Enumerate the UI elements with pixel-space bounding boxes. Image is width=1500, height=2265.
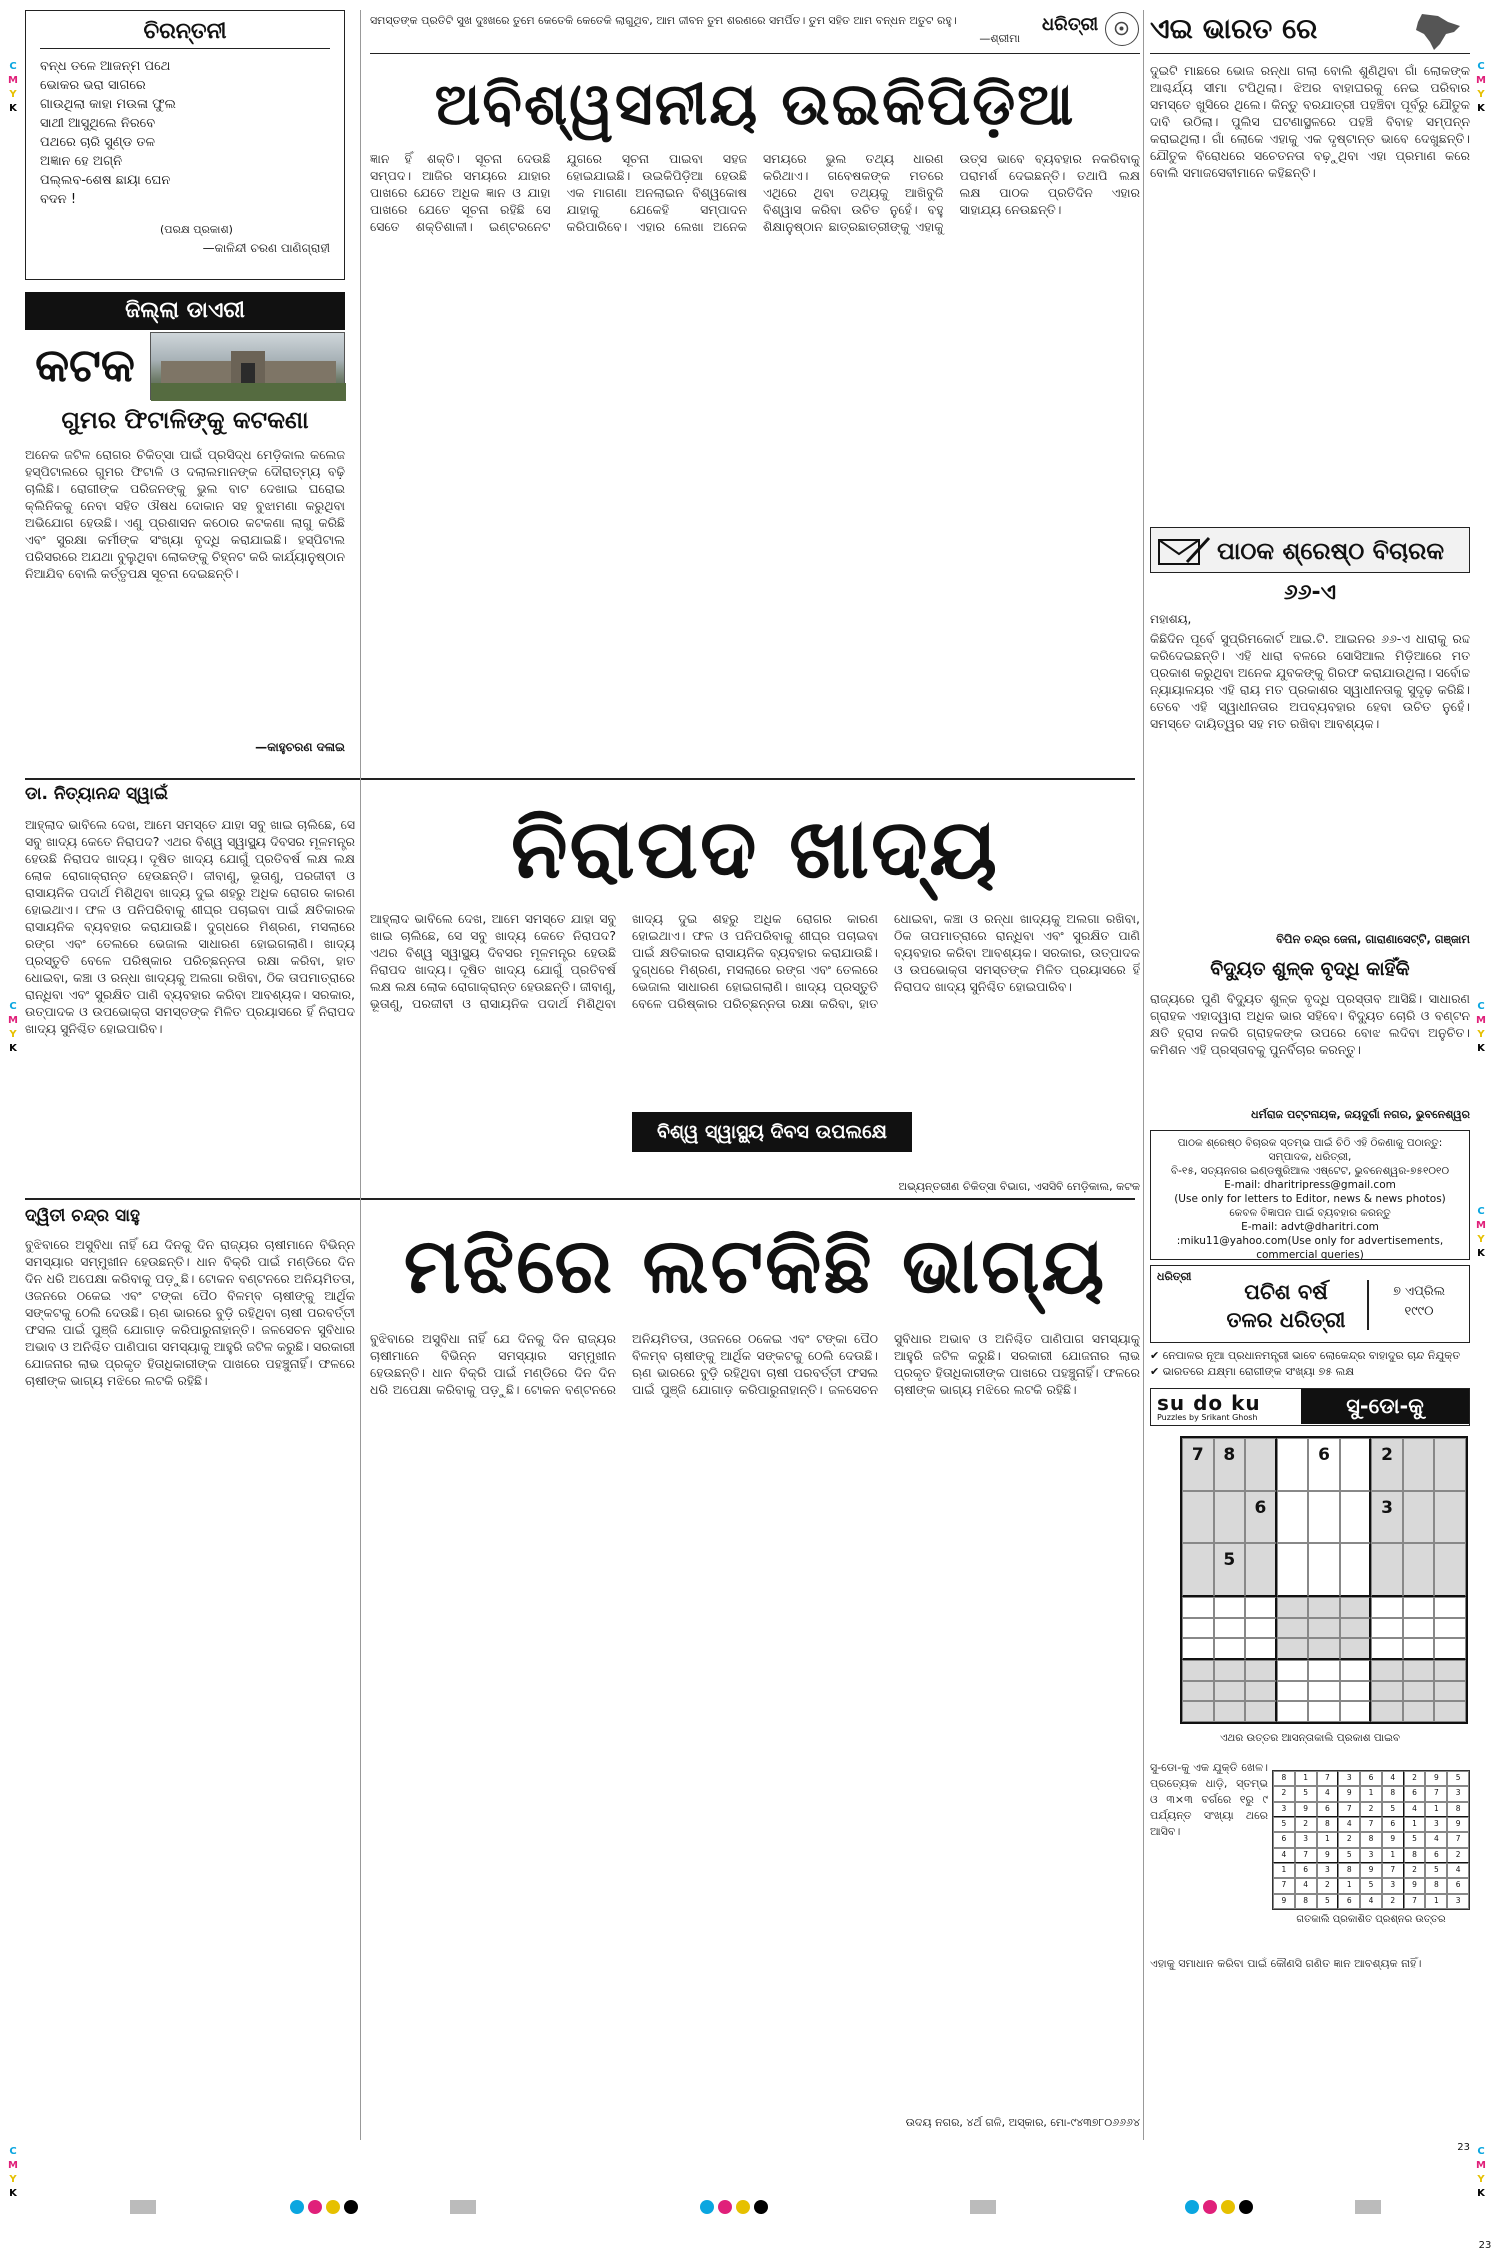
sudoku-solution-cell: 4 xyxy=(1447,1863,1469,1878)
registration-dots-2 xyxy=(700,2200,768,2214)
sudoku-solution-cell: 1 xyxy=(1360,1786,1382,1801)
cuttack-byline: —କାହୁଚରଣ ଦଳାଇ xyxy=(255,740,345,754)
sudoku-solution-cell: 5 xyxy=(1425,1863,1447,1878)
sudoku-cell[interactable] xyxy=(1340,1681,1372,1702)
sudoku-cell[interactable] xyxy=(1371,1543,1403,1597)
sudoku-solution-cell: 5 xyxy=(1295,1786,1317,1801)
sudoku-solution-cell: 2 xyxy=(1382,1894,1404,1909)
sudoku-solution-cell: 8 xyxy=(1404,1848,1426,1863)
sudoku-cell[interactable] xyxy=(1340,1491,1372,1544)
sudoku-cell[interactable] xyxy=(1340,1701,1372,1722)
sudoku-cell[interactable] xyxy=(1277,1638,1309,1660)
archive-box xyxy=(1150,1265,1470,1343)
cuttack-headline: ଗୁମର ଫିଟାଳିଙ୍କୁ କଟକଣା xyxy=(61,406,309,434)
sudoku-solution-cell: 2 xyxy=(1273,1786,1295,1801)
reader-letter-salutation: ମହାଶୟ, xyxy=(1150,612,1192,626)
contact-box xyxy=(1150,1130,1470,1260)
sudoku-cell[interactable] xyxy=(1371,1597,1403,1618)
food-headline: ନିରାପଦ ଖାଦ୍ୟ xyxy=(510,802,1000,897)
quote-text: ସମସ୍ତଙ୍କ ପ୍ରତିଟି ସୁଖ ଦୁଃଖରେ ତୁମେ କେତେକି କେତେକି ଲାଗୁଥିବ, ଆମ ଜୀବନ ତୁମ ଶରଣରେ ସମର୍ପିତ। ତୁମ ସହିତ ଆମ ବନ୍ଧନ ଅତୁଟ ରହୁ। xyxy=(370,14,957,27)
sudoku-solution-cell: 7 xyxy=(1404,1894,1426,1909)
food-subhead: ବିଶ୍ୱ ସ୍ୱାସ୍ଥ୍ୟ ଦିବସ ଉପଲକ୍ଷେ xyxy=(632,1112,912,1152)
sudoku-cell[interactable] xyxy=(1434,1491,1466,1544)
sudoku-cell[interactable] xyxy=(1403,1660,1435,1681)
cmyk-marker-right-top: C M Y K xyxy=(1476,61,1486,114)
contact-line3: ବି-୧୫, ସତ୍ୟନଗର ଇଣ୍ଡଷ୍ଟ୍ରିଆଲ ଏଷ୍ଟେଟ, ଭୁବନେଶ୍ୱର-୭୫୧୦୧୦ xyxy=(1170,1165,1450,1177)
sudoku-cell[interactable]: 6 xyxy=(1308,1438,1340,1491)
sudoku-solution-cell: 7 xyxy=(1295,1848,1317,1863)
sudoku-solution-cell: 2 xyxy=(1404,1863,1426,1878)
sudoku-solution-cell: 8 xyxy=(1447,1802,1469,1817)
sudoku-cell[interactable]: 7 xyxy=(1182,1438,1214,1491)
archive-paper-name: ଧରିତ୍ରୀ xyxy=(1157,1270,1192,1283)
sudoku-solution-cell: 8 xyxy=(1382,1786,1404,1801)
quote-strip xyxy=(370,10,1140,54)
contact-line1: ପାଠକ ଶ୍ରେଷ୍ଠ ବିଚାରକ ସ୍ତମ୍ଭ ପାଇଁ ଚିଠି ଏହି ଠିକଣାକୁ ପଠାନ୍ତୁ: xyxy=(1177,1137,1443,1149)
sudoku-solution-caption: ଗତକାଲି ପ୍ରକାଶିତ ପ୍ରଶ୍ନର ଉତ୍ତର xyxy=(1296,1914,1446,1925)
sudoku-solution-cell: 1 xyxy=(1295,1771,1317,1786)
contact-email-editor-note: (Use only for letters to Editor, news & news photos) xyxy=(1174,1193,1446,1205)
cmyk-marker-left-bottom: C M Y K xyxy=(8,2146,18,2199)
sudoku-cell[interactable] xyxy=(1340,1638,1372,1660)
cmyk-marker-right-bottom: C M Y K xyxy=(1476,2146,1486,2199)
sudoku-cell[interactable] xyxy=(1340,1597,1372,1618)
reader-letter-label: ପାଠକ ଶ୍ରେଷ୍ଠ ବିଚାରକ xyxy=(1217,537,1445,565)
district-diary-label: ଜିଲ୍ଲା ଡାଏରୀ xyxy=(25,292,345,330)
electricity-signature: ଧର୍ମରାଜ ପଟ୍ଟନାୟକ, ଜୟଦୁର୍ଗା ନଗର, ଭୁବନେଶ୍ୱର xyxy=(1251,1108,1470,1121)
sudoku-solution-cell: 6 xyxy=(1360,1771,1382,1786)
cmyk-marker-left-mid: C M Y K xyxy=(8,1001,18,1054)
sudoku-cell[interactable] xyxy=(1403,1438,1435,1491)
sudoku-solution-cell: 3 xyxy=(1295,1832,1317,1847)
sudoku-rules: ସୁ-ଡୋ-କୁ ଏକ ଯୁକ୍ତି ଖେଳ। ପ୍ରତ୍ୟେକ ଧାଡ଼ି, ସ୍ତମ୍ଭ ଓ ୩×୩ ବର୍ଗରେ ୧ରୁ ୯ ପର୍ଯ୍ୟନ୍ତ ସଂଖ୍ୟା ଥରେ ଆସିବ। xyxy=(1150,1761,1268,1838)
poem-line: ବଦନ ! xyxy=(40,192,77,207)
sudoku-solution-cell: 1 xyxy=(1382,1848,1404,1863)
sudoku-solution-cell: 3 xyxy=(1382,1878,1404,1893)
sudoku-solution-cell: 9 xyxy=(1317,1848,1339,1863)
sudoku-solution-cell: 5 xyxy=(1404,1832,1426,1847)
sudoku-solution-cell: 2 xyxy=(1338,1832,1360,1847)
sudoku-cell[interactable] xyxy=(1277,1618,1309,1639)
sudoku-grid[interactable] xyxy=(1180,1436,1468,1724)
cmyk-marker-right-mid: C M Y K xyxy=(1476,1001,1486,1054)
sudoku-cell[interactable] xyxy=(1245,1543,1277,1597)
sudoku-solution-cell: 5 xyxy=(1317,1894,1339,1909)
sudoku-cell[interactable] xyxy=(1308,1701,1340,1722)
sudoku-solution-cell: 9 xyxy=(1338,1786,1360,1801)
sudoku-logo-sub: Puzzles by Srikant Ghosh xyxy=(1157,1413,1258,1422)
sudoku-solution-cell: 1 xyxy=(1273,1863,1295,1878)
sudoku-solution-cell: 3 xyxy=(1273,1802,1295,1817)
food-byline: ଅଭ୍ୟନ୍ତରୀଣ ଚିକିତ୍ସା ବିଭାଗ, ଏସସିବି ମେଡ଼ିକାଲ, କଟକ xyxy=(898,1180,1140,1193)
sudoku-cell[interactable] xyxy=(1277,1660,1309,1681)
sudoku-cell[interactable] xyxy=(1434,1638,1466,1660)
poem-lines xyxy=(40,57,330,209)
sudoku-cell[interactable]: 3 xyxy=(1371,1491,1403,1544)
sudoku-solution-cell: 4 xyxy=(1425,1832,1447,1847)
sudoku-cell[interactable] xyxy=(1245,1701,1277,1722)
sudoku-solution-cell: 1 xyxy=(1404,1817,1426,1832)
sudoku-cell[interactable] xyxy=(1214,1491,1246,1544)
sudoku-cell[interactable] xyxy=(1403,1543,1435,1597)
cmyk-marker-left-top: C M Y K xyxy=(8,61,18,114)
poem-source: (ପରକ୍ଷ ପ୍ରକାଶ) xyxy=(160,223,233,236)
sudoku-cell[interactable] xyxy=(1434,1597,1466,1618)
archive-item: ✔ ଭାରତରେ ଯକ୍ଷ୍ମା ରୋଗୀଙ୍କ ସଂଖ୍ୟା ୭୫ ଲକ୍ଷ xyxy=(1150,1365,1355,1378)
sudoku-cell[interactable] xyxy=(1308,1597,1340,1618)
sudoku-cell[interactable] xyxy=(1245,1618,1277,1639)
sudoku-solution-cell: 1 xyxy=(1425,1894,1447,1909)
sudoku-solution-cell: 9 xyxy=(1425,1771,1447,1786)
sudoku-cell[interactable] xyxy=(1182,1660,1214,1681)
archive-item: ✔ ନେପାଳର ନୂଆ ପ୍ରଧାନମନ୍ତ୍ରୀ ଭାବେ ଲୋକେନ୍ଦ୍ର ବାହାଦୁର ଚାନ୍ଦ ନିଯୁକ୍ତ xyxy=(1150,1349,1461,1362)
sudoku-cell[interactable] xyxy=(1371,1618,1403,1639)
food-body-col1: ଆହ୍ଲାଦ ଭାବିଲେ ଦେଖ, ଆମେ ସମସ୍ତେ ଯାହା ସବୁ ଖାଇ ଚାଲିଛେ, ସେ ସବୁ ଖାଦ୍ୟ କେତେ ନିରାପଦ? ଏଥର ବିଶ୍ୱ ସ୍ୱାସ୍ଥ୍ୟ ଦିବସର ମୂଳମନ୍ତ୍ର ହେଉଛି ନିରାପଦ ଖାଦ୍ୟ। ଦୂଷିତ ଖାଦ୍ୟ ଯୋଗୁଁ ପ୍ରତିବର୍ଷ ଲକ୍ଷ ଲକ୍ଷ ଲୋକ ରୋଗାକ୍ରାନ୍ତ ହେଉଛନ୍ତି। ଜୀବାଣୁ, ଭୂତାଣୁ, ପରଜୀବୀ ଓ ରାସାୟନିକ ପଦାର୍ଥ ମିଶିଥିବା ଖାଦ୍ୟ ଦୁଇ ଶହରୁ ଅଧିକ ରୋଗର କାରଣ ହୋଇଥାଏ। ଫଳ ଓ ପନିପରିବାକୁ ଶୀଘ୍ର ପଚାଇବା ପାଇଁ କ୍ଷତିକାରକ ରାସାୟନିକ ବ୍ୟବହାର କରାଯାଉଛି। ଦୁଗ୍ଧରେ ମିଶ୍ରଣ, ମସଲାରେ ରଙ୍ଗ ଏବଂ ତେଲରେ ଭେଜାଲ ସାଧାରଣ ହୋଇଗଲାଣି। ଖାଦ୍ୟ ପ୍ରସ୍ତୁତି ବେଳେ ପରିଷ୍କାର ପରିଚ୍ଛନ୍ନତା ରକ୍ଷା କରିବା, ହାତ ଧୋଇବା, କଞ୍ଚା ଓ ରନ୍ଧା ଖାଦ୍ୟକୁ ଅଲଗା ରଖିବା, ଠିକ ତାପମାତ୍ରାରେ ରାନ୍ଧିବା ଏବଂ ସୁରକ୍ଷିତ ପାଣି ବ୍ୟବହାର କରିବା ଆବଶ୍ୟକ। ସରକାର, ଉତ୍ପାଦକ ଓ ଉପଭୋକ୍ତା ସମସ୍ତଙ୍କ ମିଳିତ ପ୍ରୟାସରେ ହିଁ ନିରାପଦ ଖାଦ୍ୟ ସୁନିଶ୍ଚିତ ହୋଇପାରିବ। xyxy=(25,817,355,1036)
sudoku-solution-cell: 1 xyxy=(1338,1878,1360,1893)
sudoku-cell[interactable] xyxy=(1371,1701,1403,1722)
wiki-headline: ଅବିଶ୍ୱସନୀୟ ଉଇକିପିଡ଼ିଆ xyxy=(434,70,1076,138)
sudoku-cell[interactable] xyxy=(1214,1660,1246,1681)
poem-box xyxy=(25,10,345,280)
sudoku-cell[interactable] xyxy=(1277,1681,1309,1702)
sudoku-solution-cell: 7 xyxy=(1273,1878,1295,1893)
sudoku-cell[interactable] xyxy=(1403,1681,1435,1702)
sudoku-cell[interactable] xyxy=(1182,1638,1214,1660)
sudoku-logo-left: su do ku xyxy=(1157,1391,1261,1415)
sudoku-cell[interactable] xyxy=(1245,1660,1277,1681)
sudoku-cell[interactable] xyxy=(1245,1597,1277,1618)
sudoku-cell[interactable] xyxy=(1182,1597,1214,1618)
sudoku-solution-cell: 8 xyxy=(1360,1832,1382,1847)
sudoku-cell[interactable] xyxy=(1371,1660,1403,1681)
registration-dots-1 xyxy=(290,2200,358,2214)
sudoku-solution-cell: 7 xyxy=(1447,1832,1469,1847)
sudoku-solution-cell: 6 xyxy=(1295,1863,1317,1878)
sudoku-cell[interactable] xyxy=(1277,1438,1309,1491)
sudoku-cell[interactable] xyxy=(1340,1543,1372,1597)
sudoku-solution-cell: 4 xyxy=(1360,1894,1382,1909)
food-author: ଡା. ନିତ୍ୟାନନ୍ଦ ସ୍ୱାଇଁ xyxy=(25,784,168,804)
page-number-corner: 23 xyxy=(1478,2240,1492,2251)
contact-line4: କେବଳ ବିଜ୍ଞାପନ ପାଇଁ ବ୍ୟବହାର କରନ୍ତୁ xyxy=(1229,1207,1391,1219)
sudoku-solution-cell: 9 xyxy=(1295,1802,1317,1817)
sudoku-cell[interactable]: 8 xyxy=(1214,1438,1246,1491)
electricity-headline: ବିଦ୍ୟୁତ ଶୁଳ୍କ ବୃଦ୍ଧି କାହିଁକି xyxy=(1210,958,1410,980)
reader-letter-body: କିଛିଦିନ ପୂର୍ବେ ସୁପ୍ରିମକୋର୍ଟ ଆଇ.ଟି. ଆଇନର ୬୬-ଏ ଧାରାକୁ ରଦ୍ଦ କରିଦେଇଛନ୍ତି। ଏହି ଧାରା ବଳରେ ସୋସିଆଲ ମିଡ଼ିଆରେ ମତ ପ୍ରକାଶ କରୁଥିବା ଅନେକ ଯୁବକଙ୍କୁ ଗିରଫ କରାଯାଉଥିଲା। ସର୍ବୋଚ୍ଚ ନ୍ୟାୟାଳୟର ଏହି ରାୟ ମତ ପ୍ରକାଶର ସ୍ୱାଧୀନତାକୁ ସୁଦୃଢ଼ କରିଛି। ତେବେ ଏହି ସ୍ୱାଧୀନତାର ଅପବ୍ୟବହାର ହେବା ଉଚିତ ନୁହେଁ। ସମସ୍ତେ ଦାୟିତ୍ୱର ସହ ମତ ରଖିବା ଆବଶ୍ୟକ। xyxy=(1150,631,1470,731)
sudoku-cell[interactable] xyxy=(1308,1491,1340,1544)
sudoku-caption: ଏଥର ଉତ୍ତର ଆସନ୍ତାକାଲି ପ୍ରକାଶ ପାଇବ xyxy=(1219,1732,1401,1744)
sudoku-solution-cell: 9 xyxy=(1273,1894,1295,1909)
sudoku-cell[interactable] xyxy=(1277,1543,1309,1597)
poem-line: ଗାଉଥିଲା କାହା ମଉଳା ଫୁଲ xyxy=(40,97,176,112)
reader-letter-signature: ବିପିନ ଚନ୍ଦ୍ର ଜେନା, ଗାରାଣାସେଟ୍ଟି, ଗଞ୍ଜାମ xyxy=(1276,932,1470,946)
sudoku-cell[interactable] xyxy=(1245,1438,1277,1491)
food-body: ଆହ୍ଲାଦ ଭାବିଲେ ଦେଖ, ଆମେ ସମସ୍ତେ ଯାହା ସବୁ ଖାଇ ଚାଲିଛେ, ସେ ସବୁ ଖାଦ୍ୟ କେତେ ନିରାପଦ? ଏଥର ବିଶ୍ୱ ସ୍ୱାସ୍ଥ୍ୟ ଦିବସର ମୂଳମନ୍ତ୍ର ହେଉଛି ନିରାପଦ ଖାଦ୍ୟ। ଦୂଷିତ ଖାଦ୍ୟ ଯୋଗୁଁ ପ୍ରତିବର୍ଷ ଲକ୍ଷ ଲକ୍ଷ ଲୋକ ରୋଗାକ୍ରାନ୍ତ ହେଉଛନ୍ତି। ଜୀବାଣୁ, ଭୂତାଣୁ, ପରଜୀବୀ ଓ ରାସାୟନିକ ପଦାର୍ଥ ମିଶିଥିବା ଖାଦ୍ୟ ଦୁଇ ଶହରୁ ଅଧିକ ରୋଗର କାରଣ ହୋଇଥାଏ। ଫଳ ଓ ପନିପରିବାକୁ ଶୀଘ୍ର ପଚାଇବା ପାଇଁ କ୍ଷତିକାରକ ରାସାୟନିକ ବ୍ୟବହାର କରାଯାଉଛି। ଦୁଗ୍ଧରେ ମିଶ୍ରଣ, ମସଲାରେ ରଙ୍ଗ ଏବଂ ତେଲରେ ଭେଜାଲ ସାଧାରଣ ହୋଇଗଲାଣି। ଖାଦ୍ୟ ପ୍ରସ୍ତୁତି ବେଳେ ପରିଷ୍କାର ପରିଚ୍ଛନ୍ନତା ରକ୍ଷା କରିବା, ହାତ ଧୋଇବା, କଞ୍ଚା ଓ ରନ୍ଧା ଖାଦ୍ୟକୁ ଅଲଗା ରଖିବା, ଠିକ ତାପମାତ୍ରାରେ ରାନ୍ଧିବା ଏବଂ ସୁରକ୍ଷିତ ପାଣି ବ୍ୟବହାର କରିବା ଆବଶ୍ୟକ। ସରକାର, ଉତ୍ପାଦକ ଓ ଉପଭୋକ୍ତା ସମସ୍ତଙ୍କ ମିଳିତ ପ୍ରୟାସରେ ହିଁ ନିରାପଦ ଖାଦ୍ୟ ସୁନିଶ୍ଚିତ ହୋଇପାରିବ। xyxy=(370,911,1140,1011)
bharat-title: ଏଇ ଭାରତ ରେ xyxy=(1150,12,1318,45)
sudoku-cell[interactable] xyxy=(1308,1618,1340,1639)
sudoku-solution-cell: 1 xyxy=(1425,1802,1447,1817)
sudoku-solution-cell: 4 xyxy=(1295,1878,1317,1893)
sudoku-cell[interactable] xyxy=(1214,1618,1246,1639)
cmyk-marker-right-mid2: C M Y K xyxy=(1476,1206,1486,1259)
sudoku-cell[interactable] xyxy=(1277,1491,1309,1544)
sudoku-solution-cell: 6 xyxy=(1382,1817,1404,1832)
poem-line: ସାଥୀ ଆସୁଥିଲେ ନିରବେ xyxy=(40,116,156,131)
poem-line: ପଥରେ ଚାରି ସୁଣ୍ଡ ତଳ xyxy=(40,135,156,150)
sudoku-solution-cell: 6 xyxy=(1447,1878,1469,1893)
sudoku-solution-cell: 8 xyxy=(1295,1894,1317,1909)
sudoku-solution-cell: 2 xyxy=(1404,1771,1426,1786)
district-name: କଟକ xyxy=(35,338,135,392)
sudoku-cell[interactable] xyxy=(1182,1543,1214,1597)
contact-email-advt[interactable]: E-mail: advt@dharitri.com xyxy=(1241,1221,1379,1233)
sudoku-solution-cell: 3 xyxy=(1447,1894,1469,1909)
sudoku-cell[interactable] xyxy=(1371,1681,1403,1702)
sudoku-solution-cell: 2 xyxy=(1360,1802,1382,1817)
sudoku-cell[interactable] xyxy=(1403,1491,1435,1544)
district-photo xyxy=(150,332,345,400)
sudoku-solution-grid xyxy=(1272,1770,1470,1910)
sudoku-cell[interactable] xyxy=(1434,1618,1466,1639)
fate-body-col1: ବୁଝିବାରେ ଅସୁବିଧା ନାହିଁ ଯେ ଦିନକୁ ଦିନ ରାଜ୍ୟର ଚାଷୀମାନେ ବିଭିନ୍ନ ସମସ୍ୟାର ସମ୍ମୁଖୀନ ହେଉଛନ୍ତି। ଧାନ ବିକ୍ରି ପାଇଁ ମଣ୍ଡିରେ ଦିନ ଦିନ ଧରି ଅପେକ୍ଷା କରିବାକୁ ପଡ଼ୁଛି। ଟୋକନ ବଣ୍ଟନରେ ଅନିୟମିତତା, ଓଜନରେ ଠକେଇ ଏବଂ ଟଙ୍କା ପୈଠ ବିଳମ୍ବ ଚାଷୀଙ୍କୁ ଆର୍ଥିକ ସଙ୍କଟକୁ ଠେଲି ଦେଉଛି। ଋଣ ଭାରରେ ବୁଡ଼ି ରହିଥିବା ଚାଷୀ ପରବର୍ତ୍ତୀ ଫସଲ ପାଇଁ ପୁଞ୍ଜି ଯୋଗାଡ଼ କରିପାରୁନାହାନ୍ତି। ଜଳସେଚନ ସୁବିଧାର ଅଭାବ ଓ ଅନିଶ୍ଚିତ ପାଣିପାଗ ସମସ୍ୟାକୁ ଆହୁରି ଜଟିଳ କରୁଛି। ସରକାରୀ ଯୋଜନାର ଲାଭ ପ୍ରକୃତ ହିତାଧିକାରୀଙ୍କ ପାଖରେ ପହଞ୍ଚୁନାହିଁ। ଫଳରେ ଚାଷୀଙ୍କ ଭାଗ୍ୟ ମଝିରେ ଲଟକି ରହିଛି। xyxy=(25,1237,355,1388)
sudoku-solution-cell: 3 xyxy=(1338,1771,1360,1786)
sudoku-cell[interactable] xyxy=(1214,1701,1246,1722)
page-number: 23 xyxy=(1457,2142,1470,2153)
archive-date-line2: ୧୯୯୦ xyxy=(1404,1304,1434,1319)
sudoku-cell[interactable]: 6 xyxy=(1245,1491,1277,1544)
sudoku-cell[interactable] xyxy=(1245,1638,1277,1660)
sudoku-cell[interactable] xyxy=(1434,1701,1466,1722)
sudoku-cell[interactable] xyxy=(1340,1618,1372,1639)
sudoku-solution-cell: 9 xyxy=(1360,1863,1382,1878)
sudoku-cell[interactable]: 2 xyxy=(1371,1438,1403,1491)
archive-items xyxy=(1150,1348,1470,1380)
electricity-body: ରାଜ୍ୟରେ ପୁଣି ବିଦ୍ୟୁତ ଶୁଳ୍କ ବୃଦ୍ଧି ପ୍ରସ୍ତାବ ଆସିଛି। ସାଧାରଣ ଗ୍ରାହକ ଏହାଦ୍ୱାରା ଅଧିକ ଭାର ସହିବେ। ବିଦ୍ୟୁତ ଚୋରି ଓ ବଣ୍ଟନ କ୍ଷତି ହ୍ରାସ ନକରି ଗ୍ରାହକଙ୍କ ଉପରେ ବୋଝ ଲଦିବା ଅନୁଚିତ। କମିଶନ ଏହି ପ୍ରସ୍ତାବକୁ ପୁନର୍ବିଚାର କରନ୍ତୁ। xyxy=(1150,991,1470,1057)
sudoku-logo-right: ସୁ-ଡୋ-କୁ xyxy=(1301,1389,1469,1424)
sudoku-solution-cell: 6 xyxy=(1425,1848,1447,1863)
sudoku-cell[interactable] xyxy=(1403,1701,1435,1722)
sudoku-cell[interactable] xyxy=(1277,1701,1309,1722)
sudoku-cell[interactable] xyxy=(1214,1638,1246,1660)
sudoku-solution-cell: 9 xyxy=(1382,1832,1404,1847)
fate-body: ବୁଝିବାରେ ଅସୁବିଧା ନାହିଁ ଯେ ଦିନକୁ ଦିନ ରାଜ୍ୟର ଚାଷୀମାନେ ବିଭିନ୍ନ ସମସ୍ୟାର ସମ୍ମୁଖୀନ ହେଉଛନ୍ତି। ଧାନ ବିକ୍ରି ପାଇଁ ମଣ୍ଡିରେ ଦିନ ଦିନ ଧରି ଅପେକ୍ଷା କରିବାକୁ ପଡ଼ୁଛି। ଟୋକନ ବଣ୍ଟନରେ ଅନିୟମିତତା, ଓଜନରେ ଠକେଇ ଏବଂ ଟଙ୍କା ପୈଠ ବିଳମ୍ବ ଚାଷୀଙ୍କୁ ଆର୍ଥିକ ସଙ୍କଟକୁ ଠେଲି ଦେଉଛି। ଋଣ ଭାରରେ ବୁଡ଼ି ରହିଥିବା ଚାଷୀ ପରବର୍ତ୍ତୀ ଫସଲ ପାଇଁ ପୁଞ୍ଜି ଯୋଗାଡ଼ କରିପାରୁନାହାନ୍ତି। ଜଳସେଚନ ସୁବିଧାର ଅଭାବ ଓ ଅନିଶ୍ଚିତ ପାଣିପାଗ ସମସ୍ୟାକୁ ଆହୁରି ଜଟିଳ କରୁଛି। ସରକାରୀ ଯୋଜନାର ଲାଭ ପ୍ରକୃତ ହିତାଧିକାରୀଙ୍କ ପାଖରେ ପହଞ୍ଚୁନାହିଁ। ଫଳରେ ଚାଷୀଙ୍କ ଭାଗ୍ୟ ମଝିରେ ଲଟକି ରହିଛି। xyxy=(370,1331,1140,1397)
sudoku-cell[interactable] xyxy=(1308,1660,1340,1681)
sudoku-solution-cell: 7 xyxy=(1425,1786,1447,1801)
poem-line: ଅଜ୍ଞାନ ହେ ଅଗ୍ନି xyxy=(40,154,123,169)
fort-photo-icon xyxy=(151,333,346,401)
sudoku-solution-cell: 9 xyxy=(1404,1878,1426,1893)
sudoku-cell[interactable] xyxy=(1214,1597,1246,1618)
sudoku-cell[interactable] xyxy=(1308,1638,1340,1660)
fate-byline: ଉଦୟ ନଗର, ୪ର୍ଥ ଗଳି, ଅସ୍କାର, ମୋ-୯୪୩୭୮୦୬୬୬୪ xyxy=(905,2116,1140,2129)
sudoku-cell[interactable] xyxy=(1403,1618,1435,1639)
bharat-body: ଦୁଇଟି ମାଛରେ ଭୋଜ ରନ୍ଧା ଗଲା ବୋଲି ଶୁଣିଥିବା ଗାଁ ଲୋକଙ୍କ ଆଶ୍ଚର୍ଯ୍ୟ ସୀମା ଟପିଥିଲା। ଝିଅର ବାହାଘରକୁ ନେଇ ପରିବାର ସମସ୍ତେ ଖୁସିରେ ଥିଲେ। କିନ୍ତୁ ବରଯାତ୍ରୀ ପହଞ୍ଚିବା ପୂର୍ବରୁ ଯୌତୁକ ଦାବି ଉଠିଲା। ପୁଲିସ ଘଟଣାସ୍ଥଳରେ ପହଞ୍ଚି ବିବାହ ସମ୍ପନ୍ନ କରାଇଥିଲା। ଗାଁ ଲୋକେ ଏହାକୁ ଏକ ଦୃଷ୍ଟାନ୍ତ ଭାବେ ଦେଖୁଛନ୍ତି। ଯୌତୁକ ବିରୋଧରେ ସଚେତନତା ବଢ଼ୁଥିବା ଏହା ପ୍ରମାଣ କରେ ବୋଲି ସମାଜସେବୀମାନେ କହିଛନ୍ତି। xyxy=(1150,63,1470,180)
sudoku-solution-cell: 4 xyxy=(1317,1786,1339,1801)
sudoku-cell[interactable] xyxy=(1182,1491,1214,1544)
sudoku-cell[interactable] xyxy=(1182,1618,1214,1639)
sudoku-cell[interactable] xyxy=(1434,1543,1466,1597)
sudoku-cell[interactable] xyxy=(1434,1660,1466,1681)
sudoku-footer: ଏହାକୁ ସମାଧାନ କରିବା ପାଇଁ କୌଣସି ଗଣିତ ଜ୍ଞାନ ଆବଶ୍ୟକ ନାହିଁ। xyxy=(1150,1957,1422,1970)
sudoku-cell[interactable] xyxy=(1182,1701,1214,1722)
sudoku-solution-cell: 2 xyxy=(1295,1817,1317,1832)
emblem-icon xyxy=(1105,12,1139,46)
sudoku-cell[interactable] xyxy=(1308,1543,1340,1597)
sudoku-solution-cell: 1 xyxy=(1317,1832,1339,1847)
contact-email-editor[interactable]: E-mail: dharitripress@gmail.com xyxy=(1224,1179,1396,1191)
sudoku-cell[interactable]: 5 xyxy=(1214,1543,1246,1597)
sudoku-solution-cell: 7 xyxy=(1338,1802,1360,1817)
poem-poet: —କାଳିନ୍ଦୀ ଚରଣ ପାଣିଗ୍ରାହୀ xyxy=(202,241,330,255)
sudoku-solution-cell: 8 xyxy=(1425,1878,1447,1893)
bharat-header xyxy=(1150,10,1470,54)
sudoku-cell[interactable] xyxy=(1214,1681,1246,1702)
sudoku-solution-cell: 8 xyxy=(1273,1771,1295,1786)
contact-line2: ସମ୍ପାଦକ, ଧରିତ୍ରୀ, xyxy=(1268,1151,1352,1163)
sudoku-cell[interactable] xyxy=(1182,1681,1214,1702)
cuttack-body: ଅନେକ ଜଟିଳ ରୋଗର ଚିକିତ୍ସା ପାଇଁ ପ୍ରସିଦ୍ଧ ମେଡ଼ିକାଲ କଲେଜ ହସ୍ପିଟାଲରେ ଗୁମର ଫିଟାଳି ଓ ଦଲାଲମାନଙ୍କ ଦୌରାତ୍ମ୍ୟ ବଢ଼ି ଚାଲିଛି। ରୋଗୀଙ୍କ ପରିଜନଙ୍କୁ ଭୁଲ ବାଟ ଦେଖାଇ ଘରୋଇ କ୍ଲିନିକକୁ ନେବା ସହିତ ଔଷଧ ଦୋକାନ ସହ ବୁଝାମଣା କରୁଥିବା ଅଭିଯୋଗ ହେଉଛି। ଏଣୁ ପ୍ରଶାସନ କଠୋର କଟକଣା ଲାଗୁ କରିଛି ଏବଂ ସୁରକ୍ଷା କର୍ମୀଙ୍କ ସଂଖ୍ୟା ବୃଦ୍ଧି କରାଯାଇଛି। ହସ୍ପିଟାଲ ପରିସରରେ ଅଯଥା ବୁଲୁଥିବା ଲୋକଙ୍କୁ ଚିହ୍ନଟ କରି କାର୍ଯ୍ୟାନୁଷ୍ଠାନ ନିଆଯିବ ବୋଲି କର୍ତ୍ତୃପକ୍ଷ ସୂଚନା ଦେଇଛନ୍ତି। xyxy=(25,447,345,581)
poem-title: ଚିରନ୍ତନୀ xyxy=(40,19,330,49)
poem-line: ଭୋକର ଭରା ସାଗରେ xyxy=(40,78,146,93)
quote-author: —ଶ୍ରୀମା xyxy=(979,32,1020,45)
sudoku-solution-cell: 6 xyxy=(1404,1786,1426,1801)
sudoku-cell[interactable] xyxy=(1308,1681,1340,1702)
reader-letter-banner xyxy=(1150,527,1470,573)
sudoku-solution-cell: 4 xyxy=(1338,1817,1360,1832)
sudoku-cell[interactable] xyxy=(1403,1638,1435,1660)
sudoku-solution-cell: 8 xyxy=(1338,1863,1360,1878)
sudoku-solution-cell: 9 xyxy=(1447,1817,1469,1832)
sudoku-cell[interactable] xyxy=(1277,1597,1309,1618)
masthead-label: ଧରିତ୍ରୀ xyxy=(1042,14,1099,35)
sudoku-cell[interactable] xyxy=(1340,1438,1372,1491)
sudoku-solution-cell: 5 xyxy=(1447,1771,1469,1786)
sudoku-solution-cell: 4 xyxy=(1382,1771,1404,1786)
reader-letter-number: ୬୬-ଏ xyxy=(1283,580,1337,605)
sudoku-cell[interactable] xyxy=(1340,1660,1372,1681)
sudoku-solution-cell: 3 xyxy=(1447,1786,1469,1801)
sudoku-solution-cell: 5 xyxy=(1360,1878,1382,1893)
sudoku-solution-cell: 8 xyxy=(1317,1817,1339,1832)
registration-dots-3 xyxy=(1185,2200,1253,2214)
sudoku-cell[interactable] xyxy=(1245,1681,1277,1702)
sudoku-solution-cell: 6 xyxy=(1317,1802,1339,1817)
poem-line: ବନ୍ଧ ତଳେ ଆଜନ୍ମ ପଥେ xyxy=(40,59,171,74)
sudoku-solution-cell: 5 xyxy=(1382,1802,1404,1817)
sudoku-header xyxy=(1150,1388,1470,1426)
sudoku-solution-cell: 4 xyxy=(1404,1802,1426,1817)
fate-author: ଦ୍ୱିତୀ ଚନ୍ଦ୍ର ସାହୁ xyxy=(25,1206,140,1226)
india-map-icon xyxy=(1408,12,1466,52)
sudoku-solution-cell: 7 xyxy=(1382,1863,1404,1878)
fate-headline: ମଝିରେ ଲଟକିଛି ଭାଗ୍ୟ xyxy=(403,1221,1107,1310)
sudoku-solution-cell: 6 xyxy=(1273,1832,1295,1847)
sudoku-solution-cell: 3 xyxy=(1425,1817,1447,1832)
sudoku-solution-cell: 7 xyxy=(1360,1817,1382,1832)
archive-title1: ପଚିଶ ବର୍ଷ xyxy=(1244,1280,1328,1304)
envelope-pen-icon xyxy=(1157,534,1211,568)
contact-email-yahoo[interactable]: :miku11@yahoo.com(Use only for advertisements, commercial queries) xyxy=(1176,1235,1444,1261)
sudoku-solution-cell: 3 xyxy=(1360,1848,1382,1863)
sudoku-solution-cell: 3 xyxy=(1317,1863,1339,1878)
archive-title2: ତଳର ଧରିତ୍ରୀ xyxy=(1226,1308,1346,1332)
poem-line: ପଲ୍ଲବ-ଶେଷ ଛାୟା ଘେନ xyxy=(40,173,171,188)
sudoku-solution-cell: 4 xyxy=(1273,1848,1295,1863)
sudoku-solution-cell: 5 xyxy=(1273,1817,1295,1832)
sudoku-solution-cell: 2 xyxy=(1447,1848,1469,1863)
sudoku-cell[interactable] xyxy=(1403,1597,1435,1618)
archive-date-line1: ୭ ଏପ୍ରିଲ xyxy=(1392,1284,1446,1299)
sudoku-solution-cell: 2 xyxy=(1317,1878,1339,1893)
sudoku-solution-cell: 7 xyxy=(1317,1771,1339,1786)
sudoku-cell[interactable] xyxy=(1434,1681,1466,1702)
sudoku-cell[interactable] xyxy=(1371,1638,1403,1660)
sudoku-solution-cell: 5 xyxy=(1338,1848,1360,1863)
sudoku-cell[interactable] xyxy=(1434,1438,1466,1491)
wiki-body: ଜ୍ଞାନ ହିଁ ଶକ୍ତି। ସୂଚନା ଦେଉଛି ସମ୍ପଦ। ଆଜିର ସମୟରେ ଯାହାର ପାଖରେ ଯେତେ ଅଧିକ ଜ୍ଞାନ ଓ ଯାହା ପାଖରେ ଯେତେ ସୂଚନା ରହିଛି ସେ ସେତେ ଶକ୍ତିଶାଳୀ। ଇଣ୍ଟରନେଟ ଯୁଗରେ ସୂଚନା ପାଇବା ସହଜ ହୋଇଯାଇଛି। ଉଇକିପିଡ଼ିଆ ହେଉଛି ଏକ ମାଗଣା ଅନଲାଇନ ବିଶ୍ୱକୋଷ ଯାହାକୁ ଯେକେହି ସମ୍ପାଦନ କରିପାରିବେ। ଏହାର ଲେଖା ଅନେକ ସମୟରେ ଭୁଲ ତଥ୍ୟ ଧାରଣ କରିଥାଏ। ଗବେଷକଙ୍କ ମତରେ ଏଥିରେ ଥିବା ତଥ୍ୟକୁ ଆଖିବୁଜି ବିଶ୍ୱାସ କରିବା ଉଚିତ ନୁହେଁ। ବହୁ ଶିକ୍ଷାନୁଷ୍ଠାନ ଛାତ୍ରଛାତ୍ରୀଙ୍କୁ ଏହାକୁ ଉତ୍ସ ଭାବେ ବ୍ୟବହାର ନକରିବାକୁ ପରାମର୍ଶ ଦେଇଛନ୍ତି। ତଥାପି ଲକ୍ଷ ଲକ୍ଷ ପାଠକ ପ୍ରତିଦିନ ଏହାର ସାହାଯ୍ୟ ନେଉଛନ୍ତି। xyxy=(370,151,1140,234)
sudoku-solution-cell: 6 xyxy=(1338,1894,1360,1909)
